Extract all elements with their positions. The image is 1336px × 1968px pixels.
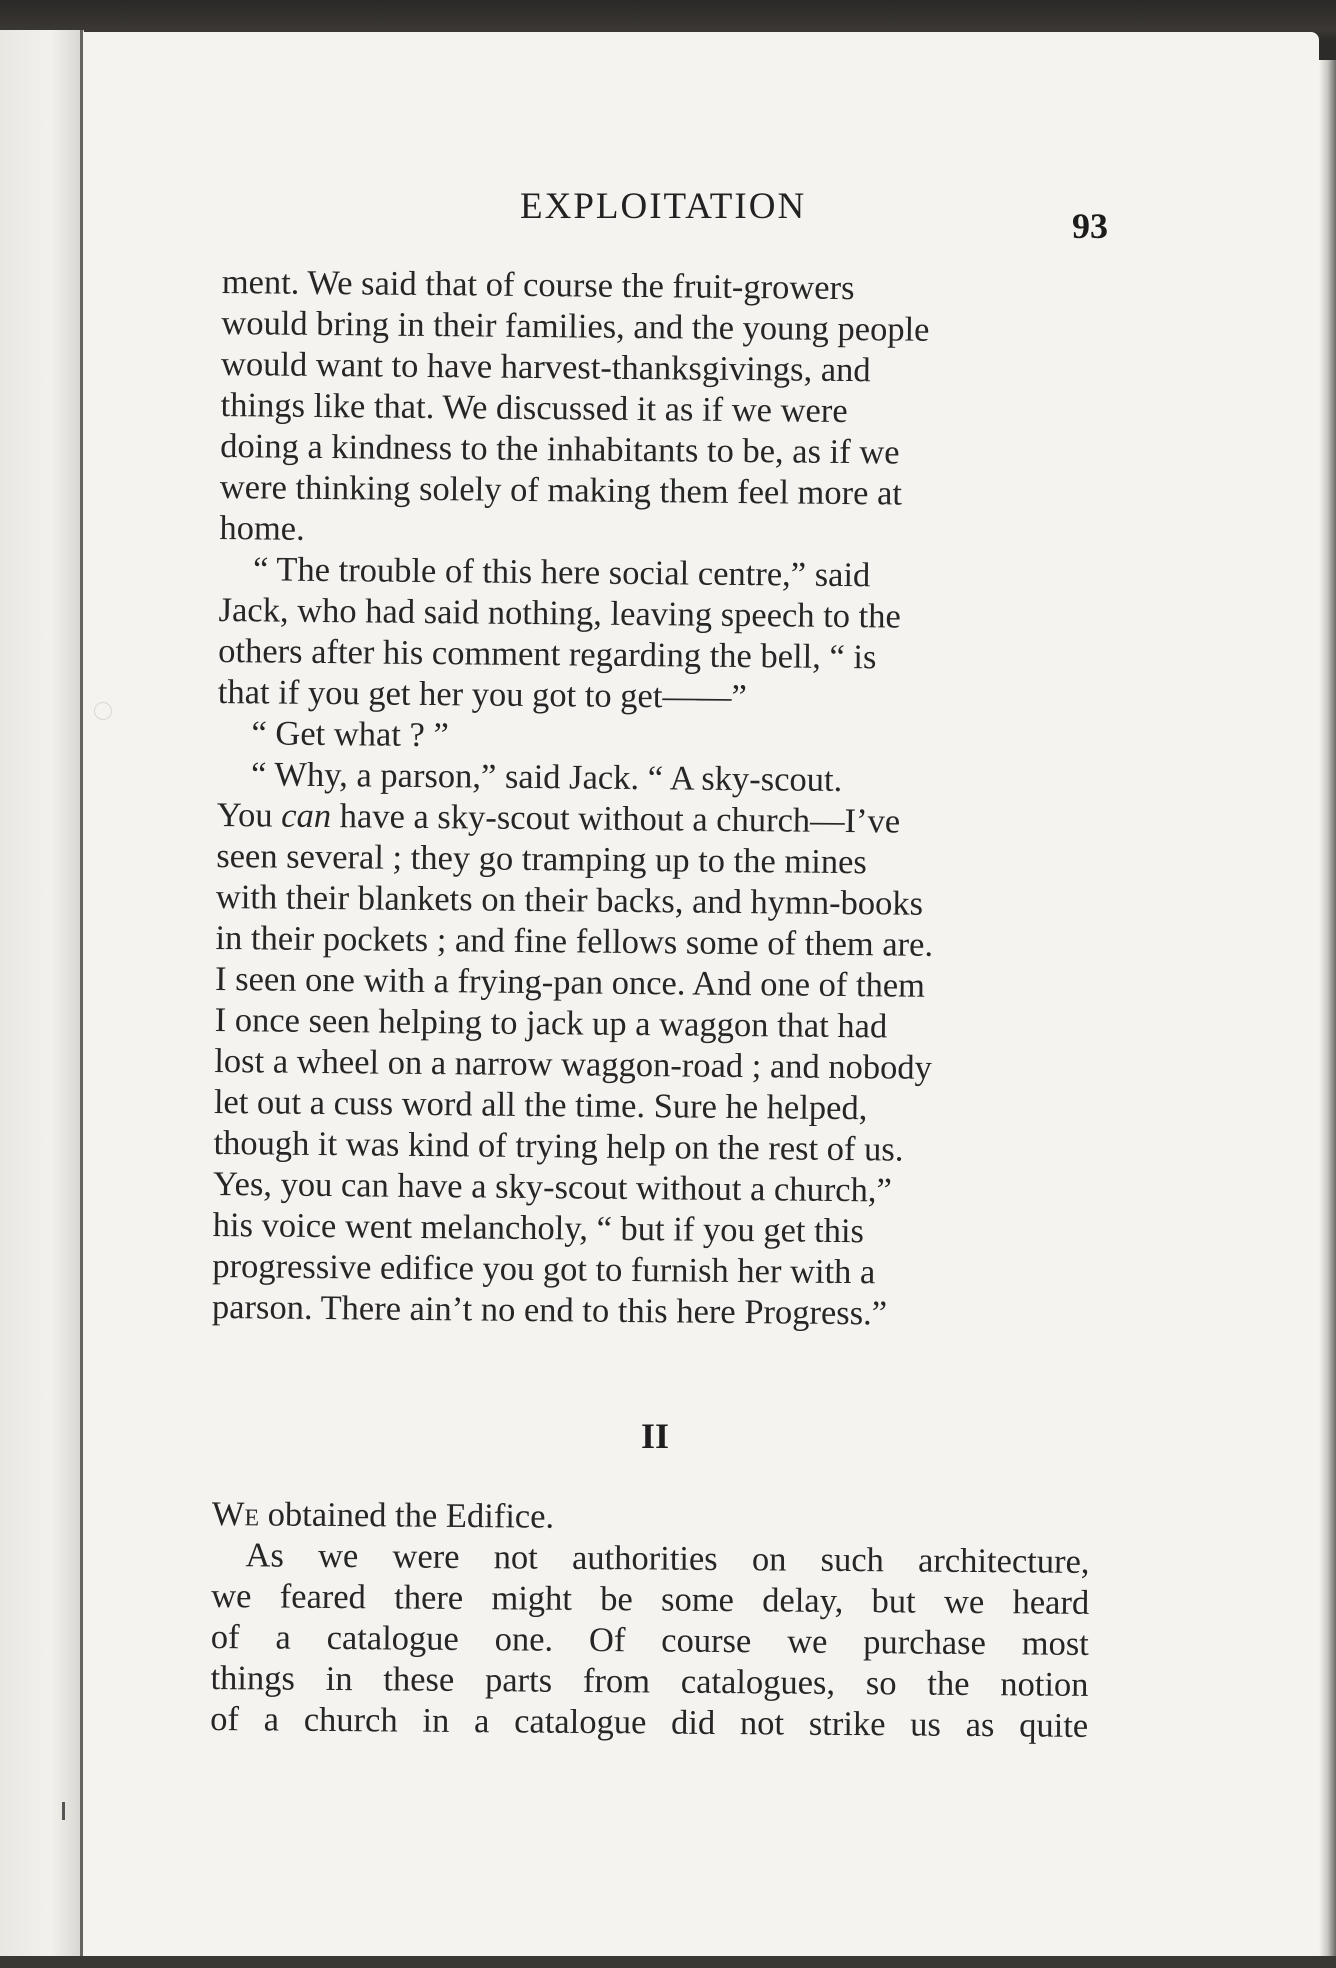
text-line: I seen one with a frying-pan once. And one of them bbox=[214, 959, 926, 1005]
text-line: let out a cuss word all the time. Sure he helped, bbox=[213, 1082, 868, 1128]
paragraph bbox=[212, 754, 1097, 1336]
page-number: 93 bbox=[1072, 206, 1108, 246]
text-line: that if you get her you got to get——” bbox=[217, 672, 747, 717]
body-text bbox=[212, 262, 1102, 1336]
paper-blemish bbox=[94, 702, 112, 720]
paragraph bbox=[210, 1535, 1090, 1747]
text-line: ment. We said that of course the fruit-growers bbox=[221, 262, 855, 308]
text-line: with their blankets on their backs, and hymn-books bbox=[215, 877, 924, 923]
text-line: his voice went melancholy, “ but if you get this bbox=[212, 1205, 865, 1251]
text-line: “ Get what ? ” bbox=[251, 714, 449, 755]
text-line: “ The trouble of this here social centre,” said bbox=[252, 550, 871, 595]
text-line: things in these parts from catalogues, so the notion bbox=[210, 1658, 1089, 1704]
text-line: though it was kind of trying help on the rest of us. bbox=[213, 1123, 904, 1169]
text-line: Jack, who had said nothing, leaving speech to the bbox=[218, 590, 901, 636]
text-line: doing a kindness to the inhabitants to be, as if we bbox=[220, 426, 900, 472]
text-line: would bring in their families, and the young people bbox=[221, 303, 930, 349]
text-line: I once seen helping to jack up a waggon that had bbox=[214, 1000, 888, 1046]
text-line: progressive edifice you got to furnish her with a bbox=[212, 1246, 876, 1292]
text-line: were thinking solely of making them feel more at bbox=[219, 467, 903, 513]
section-heading: II bbox=[640, 1416, 670, 1456]
text-line: of a church in a catalogue did not strike us as quite bbox=[210, 1699, 1089, 1745]
text-line: of a catalogue one. Of course we purchase most bbox=[210, 1617, 1089, 1663]
drop-smallcaps: We bbox=[211, 1495, 260, 1534]
text-line: seen several ; they go tramping up to the mines bbox=[216, 836, 868, 882]
page-edge-shadow bbox=[1319, 60, 1336, 1968]
text-line: Yes, you can have a sky-scout without a church,” bbox=[212, 1164, 892, 1210]
paragraph bbox=[212, 1494, 1090, 1542]
text-line: would want to have harvest-thanksgivings, and bbox=[220, 344, 871, 390]
section-body bbox=[210, 1494, 1090, 1747]
facing-page-edge bbox=[0, 30, 84, 1958]
text-line: we feared there might be some delay, but we heard bbox=[211, 1576, 1090, 1622]
text-line: others after his comment regarding the bell, “ is bbox=[218, 631, 877, 677]
text-line: home. bbox=[219, 508, 305, 548]
text-line: “ Why, a parson,” said Jack. “ A sky-scout. bbox=[250, 755, 843, 799]
text-line: lost a wheel on a narrow waggon-road ; and nobody bbox=[214, 1041, 933, 1087]
text-line: in their pockets ; and fine fellows some of them are. bbox=[215, 918, 934, 964]
text-line: parson. There ain’t no end to this here Progress.” bbox=[211, 1287, 888, 1333]
text-line: things like that. We discussed it as if we were bbox=[220, 385, 848, 431]
paragraph bbox=[218, 549, 1100, 721]
emphasis: can bbox=[281, 796, 332, 836]
paragraph bbox=[219, 262, 1102, 557]
text-run: obtained the Edifice. bbox=[258, 1495, 555, 1536]
running-head: EXPLOITATION bbox=[520, 186, 807, 227]
scan-border bbox=[0, 1956, 1336, 1968]
text-line: As we were not authorities on such architecture, bbox=[245, 1536, 1090, 1581]
text-line: You can have a sky-scout without a church—I’ve bbox=[216, 795, 901, 841]
text-line bbox=[212, 1494, 1090, 1542]
margin-mark bbox=[62, 1802, 65, 1820]
